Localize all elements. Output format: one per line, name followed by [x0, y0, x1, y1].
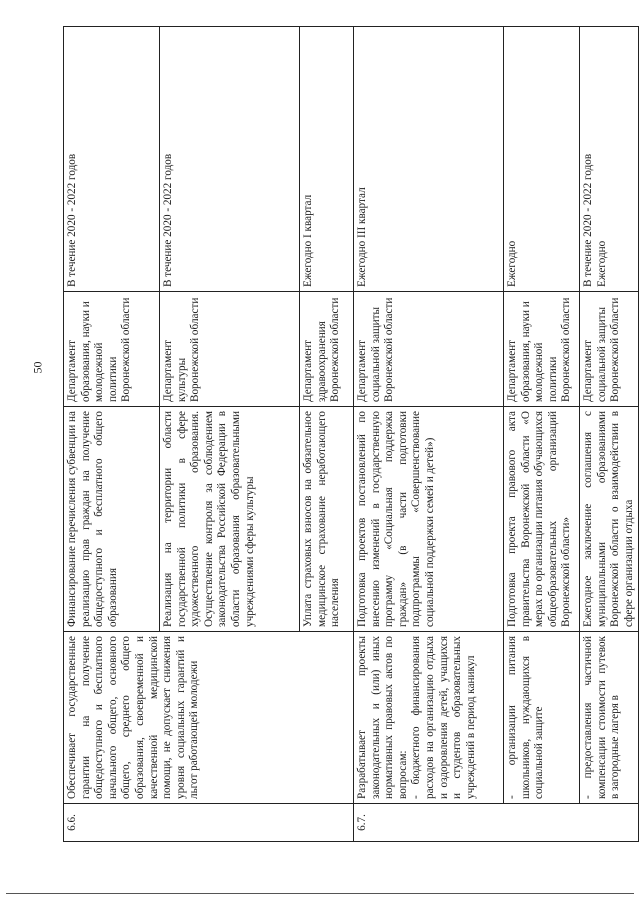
deadline-cell: Ежегодно I квартал [300, 27, 354, 292]
rotated-page-content [63, 27, 635, 842]
measures-table [63, 26, 639, 842]
executor-cell: Департамент образования, науки и молодежной политики Воронежской области [64, 292, 160, 407]
table-row [64, 27, 160, 842]
task-cell: - предоставления частичной компенсации стоимости путевок в загородные лагеря в [580, 632, 639, 804]
table-row [504, 27, 580, 842]
measure-cell: Подготовка проектов постановлений по внесению изменений в государственную программу «Социальная поддержка граждан» (в части подготовки подпрограммы «Совершенствование социальной поддержки семей и детей») [354, 407, 504, 632]
executor-cell: Департамент социальной защиты Воронежской области [580, 292, 639, 407]
table-row [580, 27, 639, 842]
task-cell: - организации питания школьников, нуждающихся в социальной защите [504, 632, 580, 804]
scan-edge-line [6, 893, 634, 894]
page-number: 50 [30, 361, 45, 374]
measure-cell: Финансирование перечисления субвенции на реализацию прав граждан на получение общедоступного и бесплатного общего образования [64, 407, 160, 632]
row-number: 6.6. [64, 804, 354, 842]
deadline-cell: Ежегодно III квартал [354, 27, 504, 292]
measure-cell: Уплата страховых взносов на обязательное медицинское страхование неработающего населения [300, 407, 354, 632]
measure-cell: Реализация на территории области государственной политики в сфере художественного образования. Осуществление контроля за соблюдением законодательства Российской Федерации в области образования образовательными учреждениями сферы культуры [160, 407, 300, 632]
measure-cell: Подготовка проекта правового акта правительства Воронежской области «О мерах по организации питания обучающихся общеобразовательных организаций Воронежской области» [504, 407, 580, 632]
task-cell: Разрабатывает проекты законодательных и (или) иных нормативных правовых актов по вопросам: - бюджетного финансирования расходов на организацию отдыха и оздоровления детей, учащихся и студентов образовательных учреждений в период каникул [354, 632, 504, 804]
executor-cell: Департамент здравоохранения Воронежской области [300, 292, 354, 407]
deadline-cell: Ежегодно [504, 27, 580, 292]
row-number: 6.7. [354, 804, 639, 842]
executor-cell: Департамент социальной защиты Воронежской области [354, 292, 504, 407]
measure-cell: Ежегодное заключение соглашения с муниципальными образованиями Воронежской области о взаимодействии в сфере организации отдыха [580, 407, 639, 632]
deadline-cell: В течение 2020 - 2022 годов [64, 27, 160, 292]
deadline-cell: В течение 2020 - 2022 годов [160, 27, 300, 292]
deadline-cell: В течение 2020 - 2022 годов Ежегодно [580, 27, 639, 292]
task-cell: Обеспечивает государственные гарантии на получение общедоступного и бесплатного начального общего, основного общего, среднего общего образования, своевременной и качественной медицинской помощи, не допускает снижения уровня социальных гарантий и льгот работающей молодежи [64, 632, 354, 804]
table-row [354, 27, 504, 842]
executor-cell: Департамент образования, науки и молодежной политики Воронежской области [504, 292, 580, 407]
executor-cell: Департамент культуры Воронежской области [160, 292, 300, 407]
